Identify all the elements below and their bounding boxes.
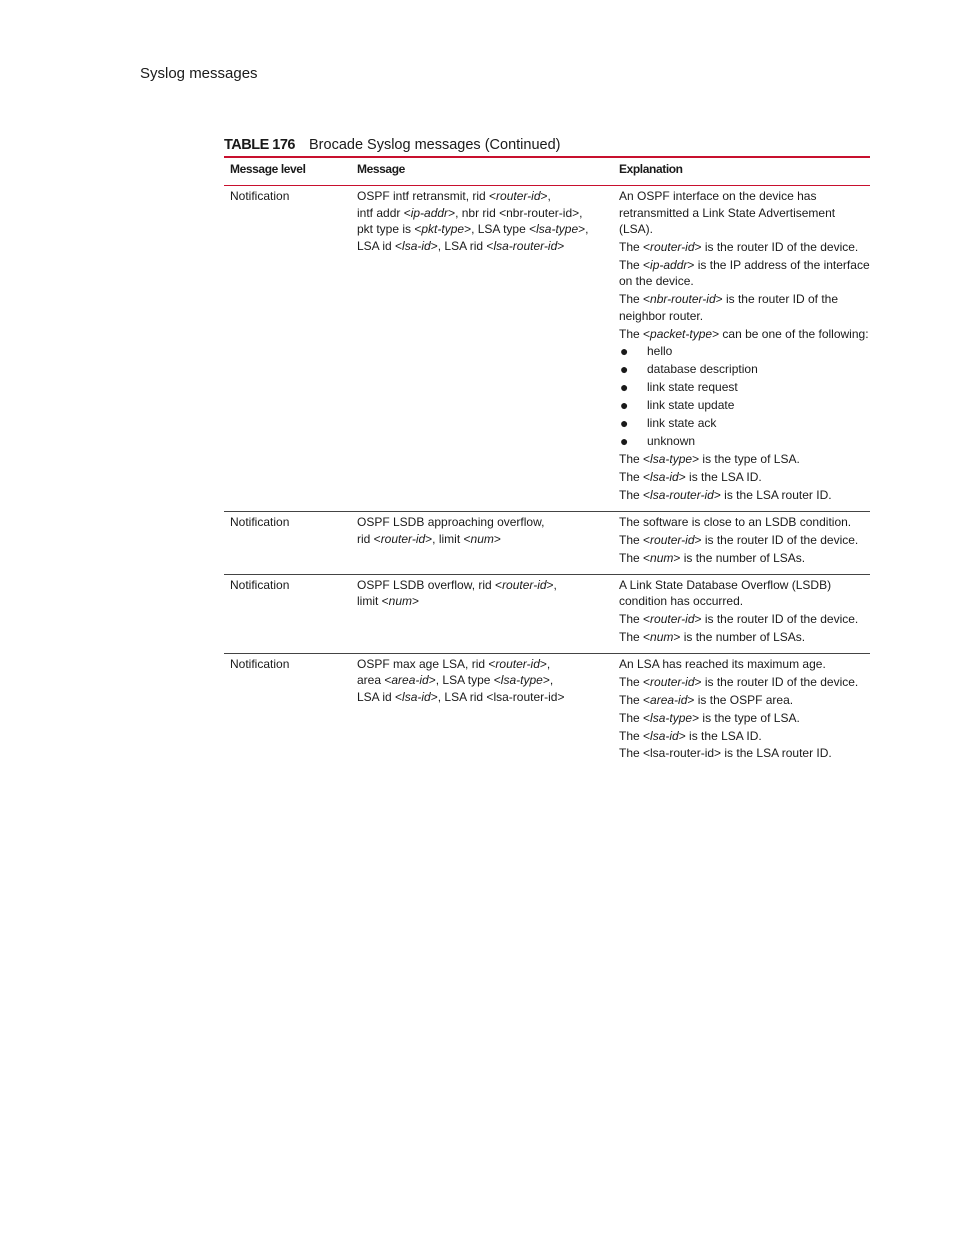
list-item: ● hello <box>620 343 673 360</box>
running-header: Syslog messages <box>140 65 258 82</box>
explanation-paragraph: The <packet-type> can be one of the following: <box>619 326 869 341</box>
message-cell: OSPF max age LSA, rid <router-id>, area <area-id>, LSA type <lsa-type>, LSA id <lsa-id>, LSA rid <lsa-router-id> <box>357 656 565 704</box>
table-header-row <box>224 158 870 186</box>
message-level-cell: Notification <box>224 574 351 653</box>
syslog-messages-table <box>224 158 870 769</box>
column-header-message-level: Message level <box>224 158 351 186</box>
explanation-paragraph: The <router-id> is the router ID of the device. <box>619 533 859 548</box>
explanation-paragraph: The <lsa-router-id> is the LSA router ID. <box>619 488 832 503</box>
list-item: ● link state ack <box>620 415 717 432</box>
explanation-paragraph: The <lsa-type> is the type of LSA. <box>619 710 800 725</box>
bullet-icon: ● <box>620 433 629 450</box>
bullet-icon: ● <box>620 415 629 432</box>
table-label: TABLE 176 <box>224 137 295 153</box>
message-level-cell: Notification <box>230 656 290 671</box>
explanation-paragraph: The software is close to an LSDB condition. <box>619 515 852 530</box>
explanation-paragraph: The <ip-addr> is the IP address of the interface on the device. <box>619 257 870 289</box>
message-cell: OSPF LSDB overflow, rid <router-id>, limit <num> <box>351 574 613 653</box>
explanation-paragraph: The <lsa-id> is the LSA ID. <box>619 470 762 485</box>
explanation-paragraph: The <router-id> is the router ID of the device. <box>619 674 859 689</box>
explanation-paragraph: The <num> is the number of LSAs. <box>619 550 806 565</box>
message-level-cell: Notification <box>224 186 351 512</box>
table-caption <box>224 136 870 158</box>
table-row <box>224 574 870 653</box>
explanation-paragraph: An LSA has reached its maximum age. <box>619 656 826 671</box>
explanation-cell <box>613 512 870 575</box>
explanation-paragraph: A Link State Database Overflow (LSDB) condition has occurred. <box>619 577 832 609</box>
explanation-paragraph: The <router-id> is the router ID of the device. <box>619 612 859 627</box>
table-row <box>224 186 870 512</box>
message-cell: OSPF intf retransmit, rid <router-id>, intf addr <ip-addr>, nbr rid <nbr-router-id>, pkt type is <pkt-type>, LSA type <lsa-type>, LSA id <lsa-id>, LSA rid <lsa-router-id> <box>351 186 613 512</box>
syslog-table-container <box>224 136 870 769</box>
explanation-paragraph: The <lsa-id> is the LSA ID. <box>619 728 762 743</box>
table-body <box>224 186 870 770</box>
explanation-paragraph: The <router-id> is the router ID of the device. <box>619 239 859 254</box>
explanation-cell <box>613 186 870 512</box>
bullet-icon: ● <box>620 379 629 396</box>
list-item: ● link state request <box>620 379 738 396</box>
column-header-message: Message <box>351 158 613 186</box>
explanation-paragraph: The <num> is the number of LSAs. <box>619 630 806 645</box>
explanation-paragraph: An OSPF interface on the device has retransmitted a Link State Advertisement (LSA). <box>619 189 836 236</box>
table-row <box>224 512 870 575</box>
list-item: ● link state update <box>620 397 735 414</box>
column-header-explanation: Explanation <box>613 158 870 186</box>
table-row <box>224 653 870 769</box>
list-item: ● unknown <box>620 433 696 450</box>
bullet-icon: ● <box>620 361 629 378</box>
packet-type-list <box>619 343 870 450</box>
explanation-cell <box>613 653 870 769</box>
explanation-paragraph: The <lsa-router-id> is the LSA router ID. <box>619 746 832 761</box>
bullet-icon: ● <box>620 397 629 414</box>
message-cell: OSPF LSDB approaching overflow, rid <router-id>, limit <num> <box>351 512 613 575</box>
explanation-cell <box>613 574 870 653</box>
explanation-paragraph: The <lsa-type> is the type of LSA. <box>619 452 800 467</box>
table-title: Brocade Syslog messages (Continued) <box>309 137 561 153</box>
message-level-cell: Notification <box>224 512 351 575</box>
explanation-paragraph: The <area-id> is the OSPF area. <box>619 692 794 707</box>
list-item: ● database description <box>620 361 758 378</box>
bullet-icon: ● <box>620 343 629 360</box>
explanation-paragraph: The <nbr-router-id> is the router ID of the neighbor router. <box>619 292 839 323</box>
